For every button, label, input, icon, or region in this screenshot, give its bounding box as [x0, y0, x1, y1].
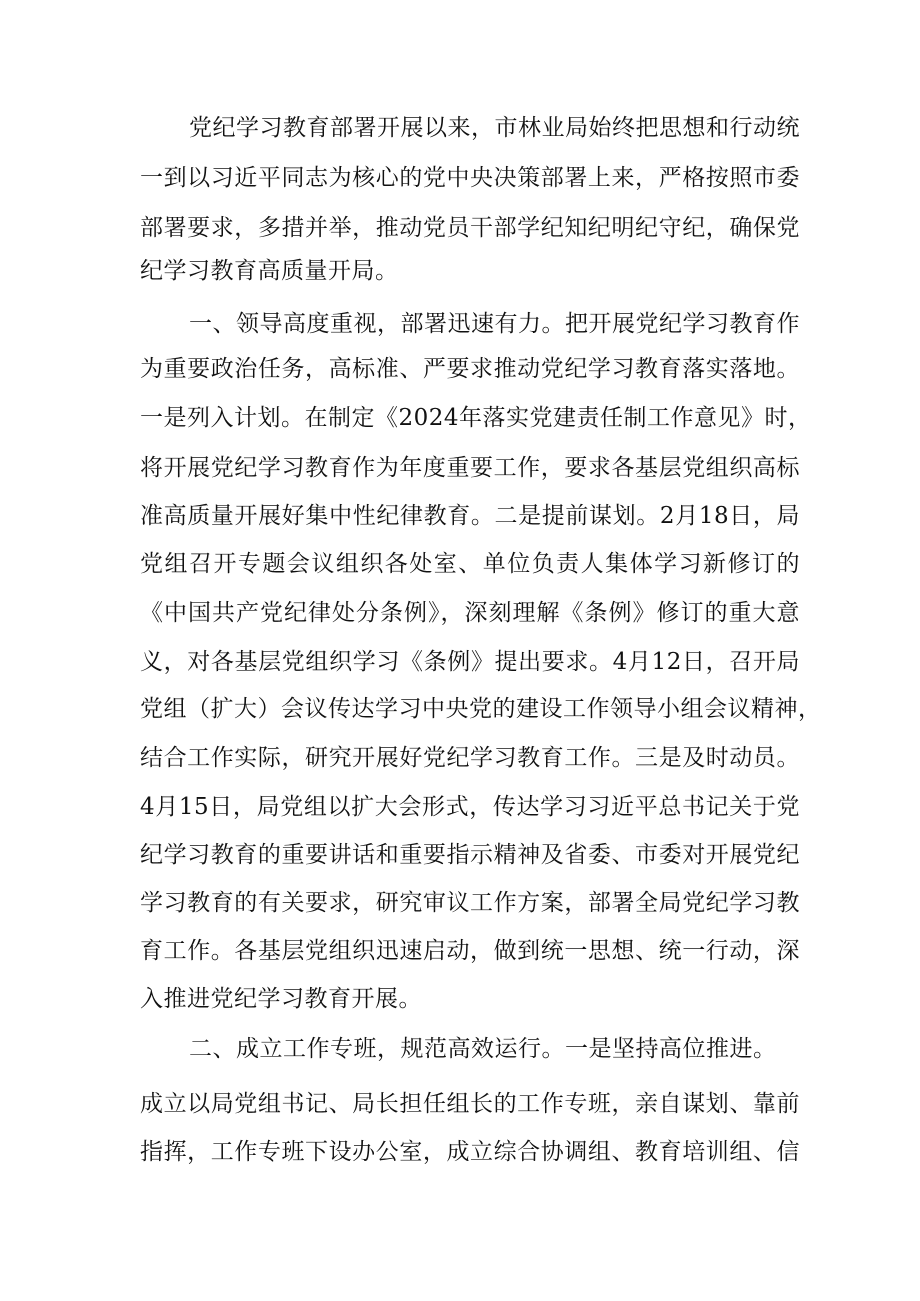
paragraph-2-line-7: 《中国共产党纪律处分条例》，深刻理解《条例》修订的重大意 [140, 600, 800, 626]
paragraph-3-line-3: 指挥，工作专班下设办公室，成立综合协调组、教育培训组、信 [140, 1139, 800, 1165]
paragraph-1-line-3: 部署要求，多措并举，推动党员干部学纪知纪明纪守纪，确保党 [140, 215, 800, 241]
paragraph-2-line-1: 一、领导高度重视，部署迅速有力。把开展党纪学习教育作 [189, 311, 800, 337]
paragraph-2-line-12: 纪学习教育的重要讲话和重要指示精神及省委、市委对开展党纪 [140, 842, 800, 868]
paragraph-2-line-3: 一是列入计划。在制定《2024年落实党建责任制工作意见》时， [140, 405, 812, 431]
paragraph-3-line-2: 成立以局党组书记、局长担任组长的工作专班，亲自谋划、靠前 [140, 1091, 800, 1117]
paragraph-2-line-10: 结合工作实际，研究开展好党纪学习教育工作。三是及时动员。 [140, 745, 800, 771]
paragraph-2-line-8: 义，对各基层党组织学习《条例》提出要求。4月12日，召开局 [140, 649, 800, 675]
paragraph-2-line-5: 准高质量开展好集中性纪律教育。二是提前谋划。2月18日，局 [140, 503, 800, 529]
paragraph-2-line-2: 为重要政治任务，高标准、严要求推动党纪学习教育落实落地。 [140, 356, 800, 382]
paragraph-1-line-2: 一到以习近平同志为核心的党中央决策部署上来，严格按照市委 [140, 165, 800, 191]
paragraph-1-line-4: 纪学习教育高质量开局。 [140, 258, 399, 284]
paragraph-2-line-9: 党组（扩大）会议传达学习中央党的建设工作领导小组会议精神， [140, 696, 822, 722]
paragraph-2-line-11: 4月15日，局党组以扩大会形式，传达学习习近平总书记关于党 [140, 794, 800, 820]
paragraph-2-line-6: 党组召开专题会议组织各处室、单位负责人集体学习新修订的 [140, 551, 800, 577]
paragraph-2-line-15: 入推进党纪学习教育开展。 [140, 986, 422, 1012]
paragraph-3-line-1: 二、成立工作专班，规范高效运行。一是坚持高位推进。 [189, 1036, 777, 1062]
paragraph-2-line-13: 学习教育的有关要求，研究审议工作方案，部署全局党纪学习教 [140, 890, 800, 916]
paragraph-2-line-4: 将开展党纪学习教育作为年度重要工作，要求各基层党组织高标 [140, 455, 800, 481]
paragraph-2-line-14: 育工作。各基层党组织迅速启动，做到统一思想、统一行动，深 [140, 938, 800, 964]
paragraph-1-line-1: 党纪学习教育部署开展以来，市林业局始终把思想和行动统 [189, 115, 800, 141]
